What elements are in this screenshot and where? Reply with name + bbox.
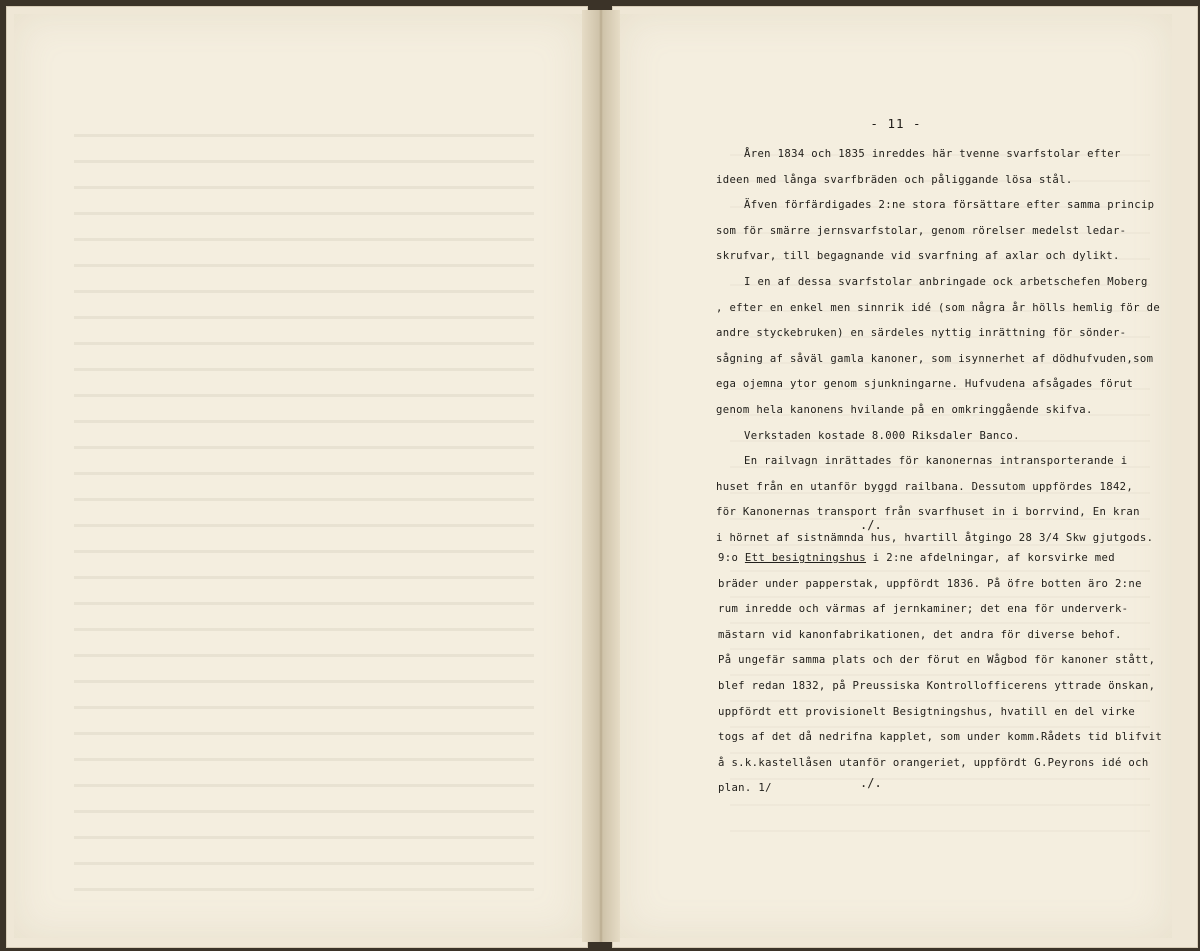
text-line: På ungefär samma plats och der förut en Wågbod för kanoner stått, [718,654,1156,667]
text-line: En railvagn inrättades för kanonernas intransporterande i [744,455,1128,468]
section-1-text [716,142,1161,552]
text-line: sågning af såväl gamla kanoner, som isynnerhet af dödhufvuden,som [716,352,1154,365]
section-heading: Ett besigtningshus [744,552,867,564]
text-line: mästarn vid kanonfabrikationen, det andra för diverse behof. [718,628,1122,641]
text-line: i hörnet af sistnämnda hus, hvartill åtgingo 28 3/4 Skw gjutgods. [716,531,1154,544]
section-separator: ./. [860,518,882,532]
text-line: för Kanonernas transport från svarfhuset in i borrvind, En kran [716,506,1140,519]
section-separator: ./. [860,776,882,790]
text-line: plan. 1/ [718,782,772,795]
text-line: , efter en enkel men sinnrik idé (som några år hölls hemlig för de [716,301,1161,314]
section-2-first-line [718,546,1138,572]
text-line: genom hela kanonens hvilande på en omkringgående skifva. [716,403,1093,416]
text-line: som för smärre jernsvarfstolar, genom rörelser medelst ledar- [716,224,1127,237]
text-line: skrufvar, till begagnande vid svarfning af axlar och dylikt. [716,250,1120,263]
text-line: rum inredde och värmas af jernkaminer; det ena för underverk- [718,603,1129,616]
text-line: Verkstaden kostade 8.000 Riksdaler Banco. [744,429,1020,442]
text-line: huset från en utanför byggd railbana. Dessutom uppfördes 1842, [716,480,1134,493]
text-line: togs af det då nedrifna kapplet, som under komm.Rådets tid blifvit [718,731,1163,744]
section-2-text [718,546,1163,802]
text-line: Åren 1834 och 1835 inreddes här tvenne svarfstolar efter [744,148,1121,160]
book-gutter [582,10,620,942]
text-line: å s.k.kastellåsen utanför orangeriet, uppfördt G.Peyrons idé och [718,756,1149,769]
left-page [14,14,582,938]
bleed-through-text [74,114,534,894]
page-number: - 11 - [870,116,922,131]
text-line: ega ojemna ytor genom sjunkningarne. Hufvudena afsågades förut [716,378,1134,391]
text-line: uppfördt ett provisionelt Besigtningshus, hvatill en del virke [718,705,1136,718]
right-page [620,14,1172,938]
text-line: ideen med långa svarfbräden och påliggande lösa stål. [716,173,1073,186]
text-line: Äfven förfärdigades 2:ne stora försättare efter samma princip [744,199,1155,212]
text-line: I en af dessa svarfstolar anbringade ock arbetschefen Moberg [744,275,1148,288]
text-line: bräder under papperstak, uppfördt 1836. På öfre botten äro 2:ne [718,577,1142,590]
section-number: 9:o [718,552,745,564]
text-line: blef redan 1832, på Preussiska Kontrollofficerens yttrade önskan, [718,679,1156,692]
section-2-first-line-rest: i 2:ne afdelningar, af korsvirke med [866,552,1115,564]
text-line: andre styckebruken) en särdeles nyttig inrättning för sönder- [716,327,1127,340]
